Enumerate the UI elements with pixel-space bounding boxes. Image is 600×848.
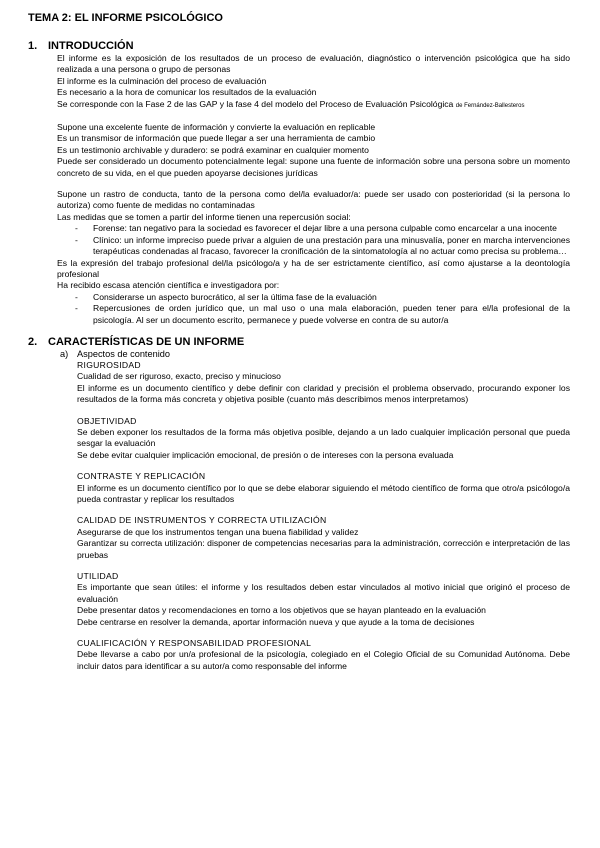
bullet-list (57, 292, 570, 326)
paragraph: Debe centrarse en resolver la demanda, aportar información nueva y que ayude a la toma de decisiones (77, 616, 475, 627)
list-item: - Clínico: un informe impreciso puede privar a alguien de una prestación para una minusvalía, poner en marcha intervenciones terapéuticas condenadas al fracaso, favorecer la cronificación de la sintomatología al no actuar como precisa su problema… (57, 235, 570, 258)
paragraph: Debe llevarse a cabo por un/a profesional de la psicología, colegiado en el Colegio Oficial de su Comunidad Autónoma. Debe incluir datos para identificar a su autor/a como responsable del informe (77, 649, 570, 671)
paragraph: Las medidas que se tomen a partir del informe tienen una repercusión social: (57, 211, 351, 222)
document-title: TEMA 2: EL INFORME PSICOLÓGICO (28, 12, 223, 24)
paragraph: Supone una excelente fuente de información y convierte la evaluación en replicable (57, 122, 376, 133)
section-2-heading (28, 336, 570, 348)
bullet-list (57, 223, 570, 257)
list-item: - Considerarse un aspecto burocrático, al ser la última fase de la evaluación (57, 292, 570, 303)
paragraph: El informe es un documento científico y debe definir con claridad y precisión el problema observado, procurando exponer los resultados de la forma más concreta y objetiva posible (cuanto más describimos menos interpretamos) (77, 382, 570, 405)
subsection-heading (28, 349, 570, 359)
paragraph-with-citation (57, 99, 570, 112)
subsection-title: Aspectos de contenido (77, 348, 170, 359)
aspect-heading: RIGUROSIDAD (77, 359, 141, 370)
paragraph: El informe es un documento científico por lo que se debe elaborar siguiendo el método científico de forma que otro/a psicólogo/a pueda contrastar y replicar los resultados (77, 482, 570, 504)
citation: de Fernández-Ballesteros (455, 102, 525, 109)
section-1-number: 1. (28, 40, 38, 52)
paragraph: Se deben exponer los resultados de la forma más objetiva posible, dejando a un lado cualquier implicación personal que pueda sesgar la evaluación (77, 426, 570, 449)
paragraph: Asegurarse de que los instrumentos tengan una buena fiabilidad y validez (77, 526, 359, 537)
paragraph: Cualidad de ser riguroso, exacto, preciso y minucioso (77, 371, 281, 382)
aspect-heading: UTILIDAD (77, 571, 119, 582)
paragraph: Se debe evitar cualquier implicación emocional, de presión o de intereses con la persona evaluada (77, 449, 454, 460)
paragraph: El informe es la culminación del proceso de evaluación (57, 75, 267, 86)
paragraph: Es un transmisor de información que puede llegar a ser una herramienta de cambio (57, 133, 376, 144)
section-1-heading (28, 40, 570, 52)
paragraph-text: Se corresponde con la Fase 2 de las GAP y la fase 4 del modelo del Proceso de Evaluación Psicológica (57, 98, 454, 109)
aspect-heading: CUALIFICACIÓN Y RESPONSABILIDAD PROFESIONAL (77, 638, 312, 649)
aspect-heading: CALIDAD DE INSTRUMENTOS Y CORRECTA UTILIZACIÓN (77, 515, 327, 526)
paragraph: Garantizar su correcta utilización: disponer de competencias necesarias para la administración, corrección e interpretación de las pruebas (77, 538, 570, 560)
paragraph: Es importante que sean útiles: el informe y los resultados deben estar vinculados al motivo inicial que originó el proceso de evaluación (77, 582, 570, 604)
paragraph: Puede ser considerado un documento potencialmente legal: supone una fuente de información sobre una persona sobre un momento concreto de su vida, en el que pueden apoyarse decisiones jurídicas (57, 156, 570, 178)
paragraph: Ha recibido escasa atención científica e investigadora por: (57, 280, 280, 291)
aspect-heading: CONTRASTE Y REPLICACIÓN (77, 471, 206, 482)
paragraph: Debe presentar datos y recomendaciones en torno a los objetivos que se hayan planteado en la evaluación (77, 605, 486, 616)
subsection-label: a) (60, 348, 69, 359)
paragraph: Es la expresión del trabajo profesional del/la psicólogo/a y ha de ser estrictamente científico, así como ajustarse a la deontología profesional (57, 257, 570, 279)
aspect-heading: OBJETIVIDAD (77, 415, 137, 426)
paragraph: Es un testimonio archivable y duradero: se podrá examinar en cualquier momento (57, 144, 369, 155)
paragraph: Supone un rastro de conducta, tanto de la persona como del/la evaluador/a: puede ser usado con posterioridad (si la persona lo autoriza) como fuente de medidas no contaminadas (57, 189, 570, 211)
section-2-number: 2. (28, 335, 38, 348)
list-item: - Repercusiones de orden jurídico que, un mal uso o una mala elaboración, pueden tener para el/la profesional de la psicología. Al ser un documento escrito, permanece y puede volverse en contra de su autor/a (57, 303, 570, 326)
list-item: - Forense: tan negativo para la sociedad es favorecer el dejar libre a una persona culpable como encarcelar a una inocente (57, 223, 570, 234)
paragraph: El informe es la exposición de los resultados de un proceso de evaluación, diagnóstico o intervención psicológica que ha sido realizada a una persona o grupo de personas (57, 53, 570, 75)
section-2-title: CARACTERÍSTICAS DE UN INFORME (48, 335, 245, 348)
section-1-title: INTRODUCCIÓN (48, 40, 134, 52)
paragraph: Es necesario a la hora de comunicar los resultados de la evaluación (57, 87, 317, 98)
